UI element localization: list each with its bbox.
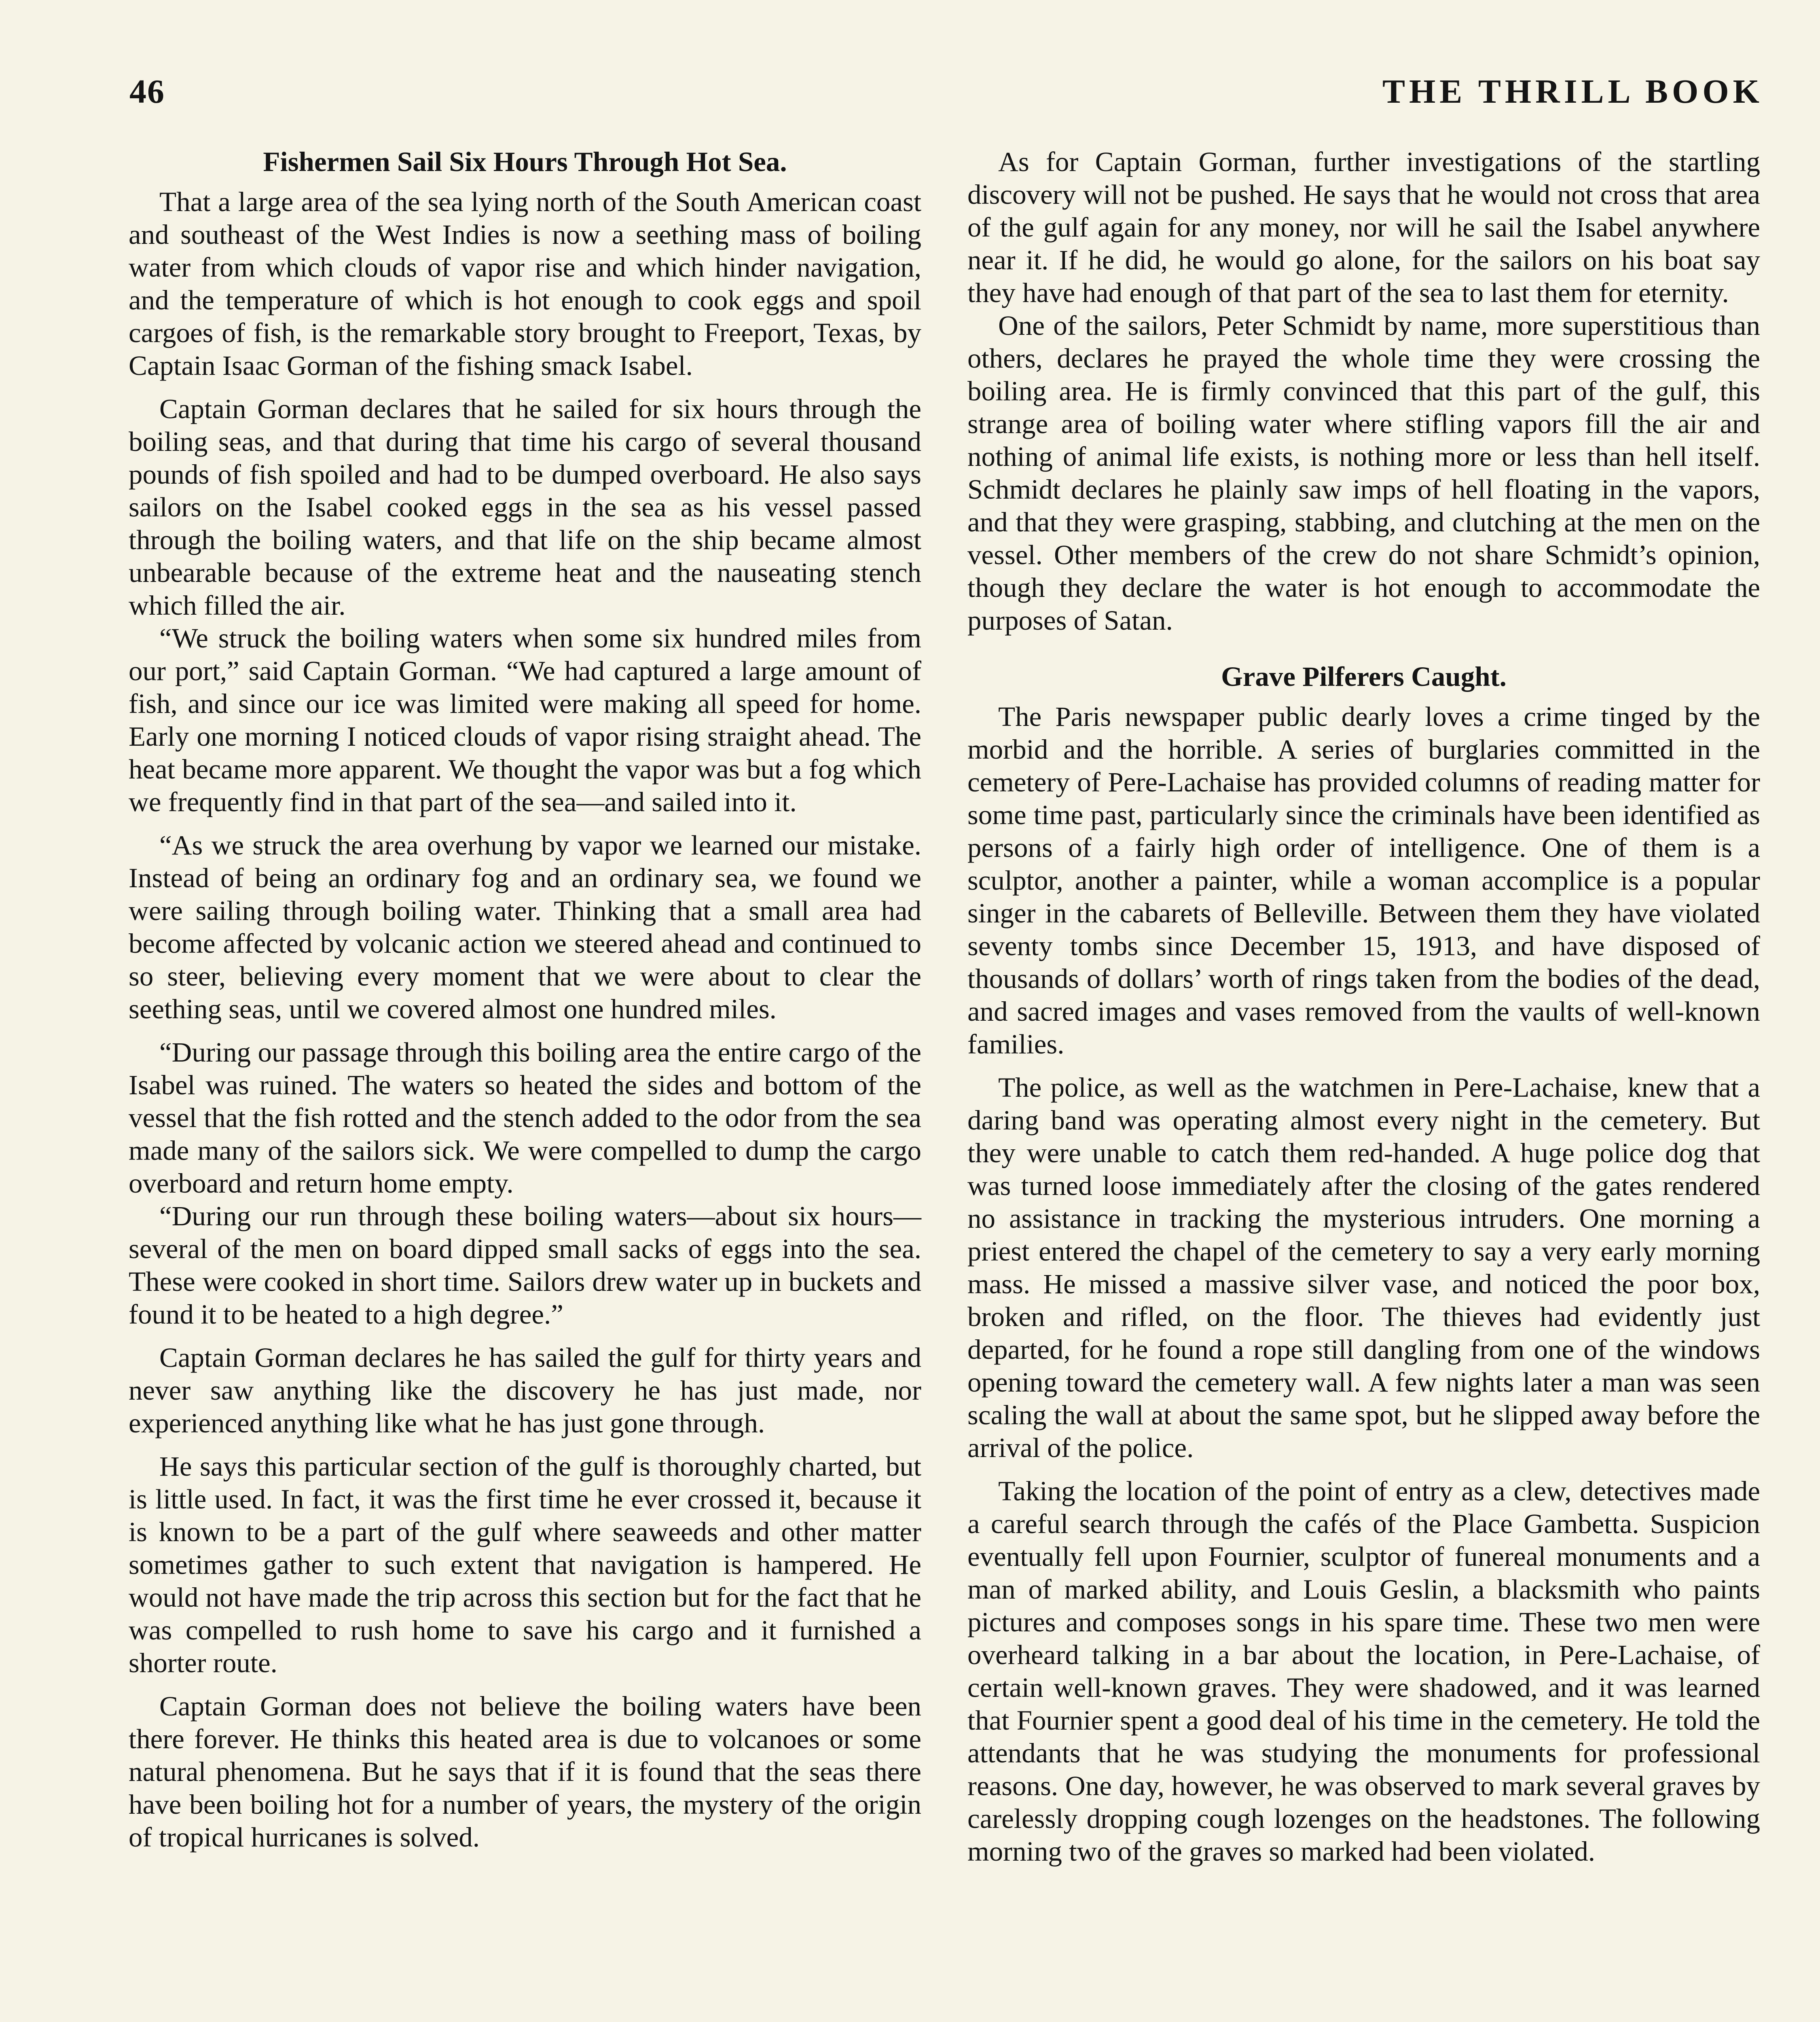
article-paragraph: As for Captain Gorman, further investigations of the startling discovery will not be pushed. He says that he would not cross that area of the gulf again for any money, nor will he sail the Isabel anywhere near it. If he did, he would go alone, for the sailors on his boat say they have had enough of that part of the sea to last them for eternity. (967, 146, 1760, 308)
article-paragraph: That a large area of the sea lying north of the South American coast and southeast of the West Indies is now a seething mass of boiling water from which clouds of vapor rise and which hinder navigation, and the temperature of which is hot enough to cook eggs and spoil cargoes of fish, is the remarkable story brought to Freeport, Texas, by Captain Isaac Gorman of the fishing smack Isabel. (129, 186, 921, 381)
article-paragraph: “As we struck the area overhung by vapor we learned our mistake. Instead of being an ordinary fog and an ordinary sea, we found we were sailing through boiling water. Thinking that a small area had become affected by volcanic action we steered ahead and continued to so steer, believing every moment that we were about to clear the seething seas, until we covered almost one hundred miles. (129, 830, 921, 1024)
article-paragraph: He says this particular section of the gulf is thoroughly charted, but is little used. In fact, it was the first time he ever crossed it, because it is known to be a part of the gulf where seaweeds and other matter sometimes gather to such extent that navigation is hampered. He would not have made the trip across this section but for the fact that he was compelled to rush home to save his cargo and it furnished a shorter route. (129, 1451, 921, 1678)
article-paragraph: “During our run through these boiling waters—about six hours—several of the men on board dipped small sacks of eggs into the sea. These were cooked in short time. Sailors drew water up in buckets and found it to be heated to a high degree.” (129, 1201, 921, 1330)
right-column (967, 146, 1760, 1878)
article-paragraph: Captain Gorman declares that he sailed for six hours through the boiling seas, and that during that time his cargo of several thousand pounds of fish spoiled and had to be dumped overboard. He also says sailors on the Isabel cooked eggs in the sea as his vessel passed through the boiling waters, and that life on the ship became almost unbearable because of the extreme heat and the nauseating stench which filled the air. (129, 393, 921, 621)
article-heading-grave-pilferers: Grave Pilferers Caught. (1221, 661, 1507, 692)
article-paragraph: One of the sailors, Peter Schmidt by name, more superstitious than others, declares he prayed the whole time they were crossing the boiling area. He is firmly convinced that this part of the gulf, this strange area of boiling water where stifling vapors fill the air and nothing of animal life exists, is nothing more or less than hell itself. Schmidt declares he plainly saw imps of hell floating in the vapors, and that they were grasping, stabbing, and clutching at the men on the vessel. Other members of the crew do not share Schmidt’s opinion, though they declare the water is hot enough to accommodate the purposes of Satan. (967, 310, 1760, 636)
article-paragraph: The police, as well as the watchmen in Pere-Lachaise, knew that a daring band was operating almost every night in the cemetery. But they were unable to catch them red-handed. A huge police dog that was turned loose immediately after the closing of the gates rendered no assistance in tracking the mysterious intruders. One morning a priest entered the chapel of the cemetery to say a very early morning mass. He missed a massive silver vase, and noticed the poor box, broken and rifled, on the floor. The thieves had evidently just departed, for he found a rope still dangling from one of the windows opening toward the cemetery wall. A few nights later a man was seen scaling the wall at about the same spot, but he slipped away before the arrival of the police. (967, 1072, 1760, 1463)
article-paragraph: “During our passage through this boiling area the entire cargo of the Isabel was ruined. The waters so heated the sides and bottom of the vessel that the fish rotted and the stench added to the odor from the sea made many of the sailors sick. We were compelled to dump the cargo overboard and return home empty. (129, 1037, 921, 1199)
article-paragraph: Captain Gorman does not believe the boiling waters have been there forever. He thinks this heated area is due to volcanoes or some natural phenomena. But he says that if it is found that the seas there have been boiling hot for a number of years, the mystery of the origin of tropical hurricanes is solved. (129, 1691, 921, 1853)
article-heading-hot-sea: Fishermen Sail Six Hours Through Hot Sea. (263, 146, 787, 177)
page-number: 46 (129, 73, 165, 110)
running-header (129, 72, 1763, 121)
left-column (129, 146, 921, 1864)
article-paragraph: Taking the location of the point of entry as a clew, detectives made a careful search through the cafés of the Place Gambetta. Suspicion eventually fell upon Fournier, sculptor of funereal monuments and a man of marked ability, and Louis Geslin, a blacksmith who paints pictures and composes songs in his spare time. These two men were overheard talking in a bar about the location, in Pere-Lachaise, of certain well-known graves. They were shadowed, and it was learned that Fournier spent a good deal of his time in the cemetery. He told the attendants that he was studying the monuments for professional reasons. One day, however, he was observed to mark several graves by carelessly dropping cough lozenges on the headstones. The following morning two of the graves so marked had been violated. (967, 1476, 1760, 1867)
magazine-title: THE THRILL BOOK (1382, 73, 1763, 110)
article-paragraph: “We struck the boiling waters when some six hundred miles from our port,” said Captain Gorman. “We had captured a large amount of fish, and since our ice was limited were making all speed for home. Early one morning I noticed clouds of vapor rising straight ahead. The heat became more apparent. We thought the vapor was but a fog which we frequently find in that part of the sea—and sailed into it. (129, 623, 921, 817)
article-paragraph: Captain Gorman declares he has sailed the gulf for thirty years and never saw anything like the discovery he has just made, nor experienced anything like what he has just gone through. (129, 1342, 921, 1438)
article-paragraph: The Paris newspaper public dearly loves a crime tinged by the morbid and the horrible. A series of burglaries committed in the cemetery of Pere-Lachaise has provided columns of reading matter for some time past, particularly since the criminals have been identified as persons of a fairly high order of intelligence. One of them is a sculptor, another a painter, while a woman accomplice is a popular singer in the cabarets of Belleville. Between them they have violated seventy tombs since December 15, 1913, and have disposed of thousands of dollars’ worth of rings taken from the bodies of the dead, and sacred images and vases removed from the vaults of well-known families. (967, 701, 1760, 1060)
